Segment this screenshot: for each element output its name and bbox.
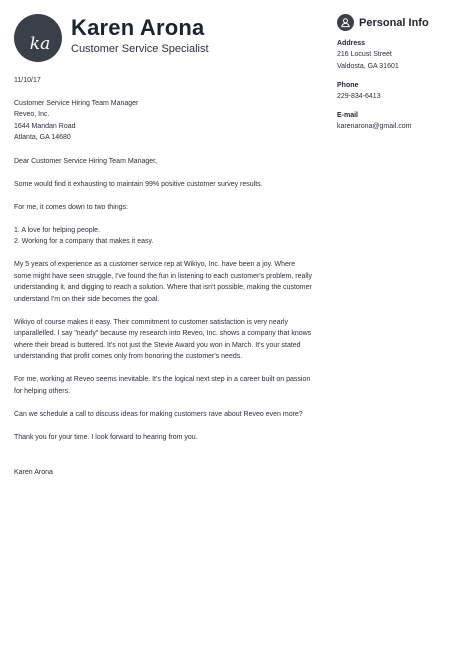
personal-info-header xyxy=(337,14,467,31)
paragraph-6: Can we schedule a call to discuss ideas for making customers rave about Reveo even more? xyxy=(14,410,303,418)
letter-body xyxy=(14,75,314,479)
personal-info-panel xyxy=(337,14,467,133)
recipient-line: Customer Service Hiring Team Manager xyxy=(14,99,139,107)
letter-date: 11/10/17 xyxy=(14,77,41,84)
address-line1: 216 Locust Street xyxy=(337,51,392,58)
recipient-line: Atlanta, GA 14680 xyxy=(14,134,71,141)
person-icon xyxy=(337,14,354,31)
email-label: E-mail xyxy=(337,112,359,119)
recipient-address xyxy=(14,98,314,144)
paragraph-7: Thank you for your time. I look forward to hearing from you. xyxy=(14,433,198,441)
phone-value: 229-834-6413 xyxy=(337,93,381,100)
phone-label: Phone xyxy=(337,82,359,89)
paragraph-1: Some would find it exhausting to maintain 99% positive customer survey results. xyxy=(14,180,263,188)
logo-initials: ka xyxy=(29,34,51,54)
list-item: 2. Working for a company that makes it easy. xyxy=(14,238,154,245)
recipient-line: 1644 Mandan Road xyxy=(14,122,76,130)
address-line2: Valdosta, GA 31601 xyxy=(337,63,399,70)
address-block xyxy=(337,38,467,73)
email-block xyxy=(337,110,467,133)
personal-info-heading: Personal Info xyxy=(359,16,429,29)
monogram-logo xyxy=(14,14,62,62)
salutation: Dear Customer Service Hiring Team Manager, xyxy=(14,157,158,165)
numbered-list xyxy=(14,225,314,248)
signature: Karen Arona xyxy=(14,469,53,476)
recipient-line: Reveo, Inc. xyxy=(14,111,50,118)
applicant-name: Karen Arona xyxy=(71,15,205,40)
phone-block xyxy=(337,80,467,103)
applicant-title: Customer Service Specialist xyxy=(71,43,209,55)
paragraph-2: For me, it comes down to two things: xyxy=(14,203,128,211)
list-item: 1. A love for helping people. xyxy=(14,226,101,234)
paragraph-3: My 5 years of experience as a customer service rep at Wikiyo, Inc. have been a joy. Where some might have seen struggle, I've found the fun in listening to each customer's problem, really understanding it, and digging to reach a solution. Where that isn't possible, making the customer understand I'm on their side becomes the goal. xyxy=(14,261,312,303)
email-value: karenarona@gmail.com xyxy=(337,123,412,130)
paragraph-4: Wikiyo of course makes it easy. Their commitment to customer satisfaction is very nearly unparallelled. I say "nearly" because my research into Reveo, Inc. shows a company that knows where their bread is buttered. It's not just the Stevie Award you won in March. It's your stated understanding that profit comes only from honoring the customer's needs. xyxy=(14,318,312,360)
paragraph-5: For me, working at Reveo seems inevitable. It's the logical next step in a career built on passion for helping others. xyxy=(14,376,311,395)
address-label: Address xyxy=(337,40,366,47)
